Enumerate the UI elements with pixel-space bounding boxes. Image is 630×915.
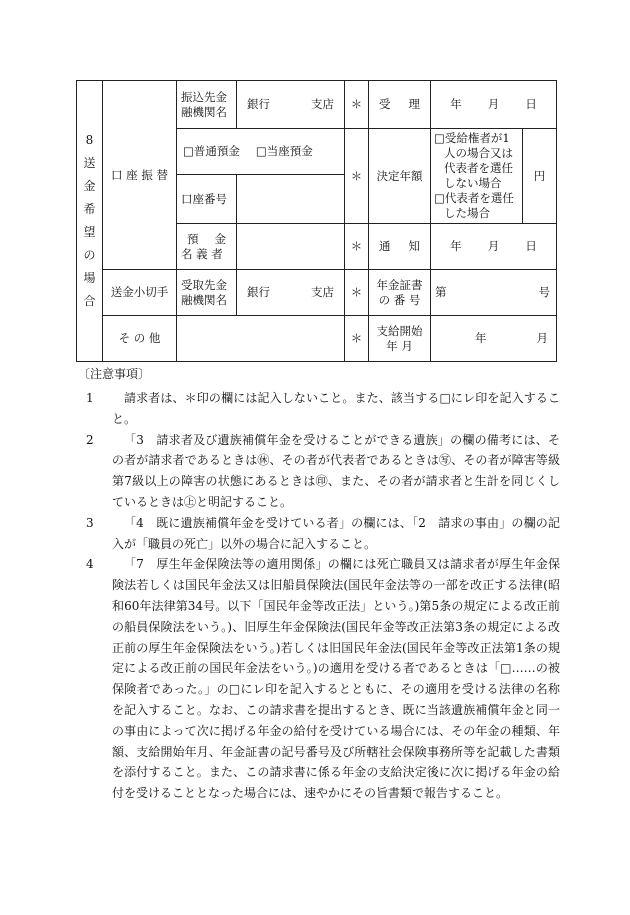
star-mark: ＊ <box>345 129 369 224</box>
yokin-meigi-label: 預 金 名 義 者 <box>177 224 237 270</box>
futsu-checkbox[interactable]: □普通預金 <box>183 144 240 159</box>
star-mark: ＊ <box>345 316 369 362</box>
kouza-furikae-label: 口 座 振 替 <box>103 81 177 270</box>
note-item: 4 「7 厚生年金保険法等の適用関係」の欄には死亡職員又は請求者が厚生年金保険法若しくは国民年金法又は旧船員保険法(国民年金法等の一部を改正する法律(昭和60年法律第34号。以下「国民年金等改正法」という。)第5条の規定による改正前の船員保険法をいう。)、旧厚生年金保険法(国民年金等改正法第3条の規定による改正前の厚生年金保険法をいう。)若しくは旧国民年金法(国民年金等改正法第1条の規定による改正前の国民年金法をいう。)の適用を受ける者であるときは「□……の被保険者であった。」の□にレ印を記入するとともに、その適用を受ける法律の名称を記入すること。なお、この請求書を提出するとき、既に当該遺族補償年金と同一の事由によって次に掲げる年金の給付を受けている場合には、その年金の種類、年額、支給開始年月、年金証書の記号番号及び所轄社会保険事務所等を記載した書類を添付すること。また、この請求書に係る年金の支給決定後に次に掲げる年金の給付を受けることとなった場合には、速やかにその旨書類で報告すること。 <box>86 557 560 801</box>
note-item: 3 「4 既に遺族補償年金を受けている者」の欄には、「2 請求の事由」の欄の記入が「職員の死亡」以外の場合に記入すること。 <box>86 515 560 551</box>
tsuchi-label: 通 知 <box>369 224 431 270</box>
star-mark: ＊ <box>345 224 369 270</box>
uketori-bank-field[interactable]: 銀行 支店 <box>237 270 345 316</box>
remittance-form-table <box>76 80 557 362</box>
star-mark: ＊ <box>345 81 369 129</box>
furikomi-bank-field[interactable]: 銀行 支店 <box>237 81 345 129</box>
notes-list <box>86 388 560 804</box>
kouza-bango-field[interactable] <box>237 175 345 224</box>
toza-checkbox[interactable]: □当座預金 <box>255 144 313 159</box>
sonota-field[interactable] <box>177 316 345 362</box>
representative-options[interactable]: □受給権者が1 人の場合又は 代表者を選任 しない場合 □代表者を選任 した場合 <box>431 129 523 224</box>
shikyu-kaishi-field[interactable]: 年 月 <box>431 316 557 362</box>
note-item: 2 「3 請求者及び遺族補償年金を受けることができる遺族」の欄の備考には、その者が請求者であるときは㊡、その者が代表者であるときは㊢、その者が障害等級第7級以上の障害の状態にあるときは㊞、また、その者が請求者と生計を同じくしているときは㊤と明記すること。 <box>86 432 560 509</box>
tsuchi-date-field[interactable]: 年 月 日 <box>431 224 557 270</box>
yen-unit: 円 <box>523 129 557 224</box>
notes-heading: 〔注意事項〕 <box>78 367 151 381</box>
note-item: 1 請求者は、＊印の欄には記入しないこと。また、該当する□にレ印を記入すること。 <box>86 391 560 426</box>
deposit-type-field[interactable] <box>177 129 345 175</box>
uketori-bank-label: 受取先金 融機関名 <box>177 270 237 316</box>
furikomi-bank-label: 振込先金 融機関名 <box>177 81 237 129</box>
nenkin-shosho-label: 年金証書 の 番 号 <box>369 270 431 316</box>
kouza-bango-label: 口座番号 <box>177 175 237 224</box>
star-mark: ＊ <box>345 270 369 316</box>
section-8-label: 8 送 金 希 望 の 場 合 <box>77 81 103 362</box>
yokin-meigi-field[interactable] <box>237 224 345 270</box>
kettei-nengaku-label: 決定年額 <box>369 129 431 224</box>
sonota-label: そ の 他 <box>103 316 177 362</box>
sokin-kogitte-label: 送金小切手 <box>103 270 177 316</box>
shikyu-kaishi-label: 支給開始 年 月 <box>369 316 431 362</box>
nenkin-shosho-field[interactable]: 第 号 <box>431 270 557 316</box>
juri-date-field[interactable]: 年 月 日 <box>431 81 557 129</box>
juri-label: 受 理 <box>369 81 431 129</box>
